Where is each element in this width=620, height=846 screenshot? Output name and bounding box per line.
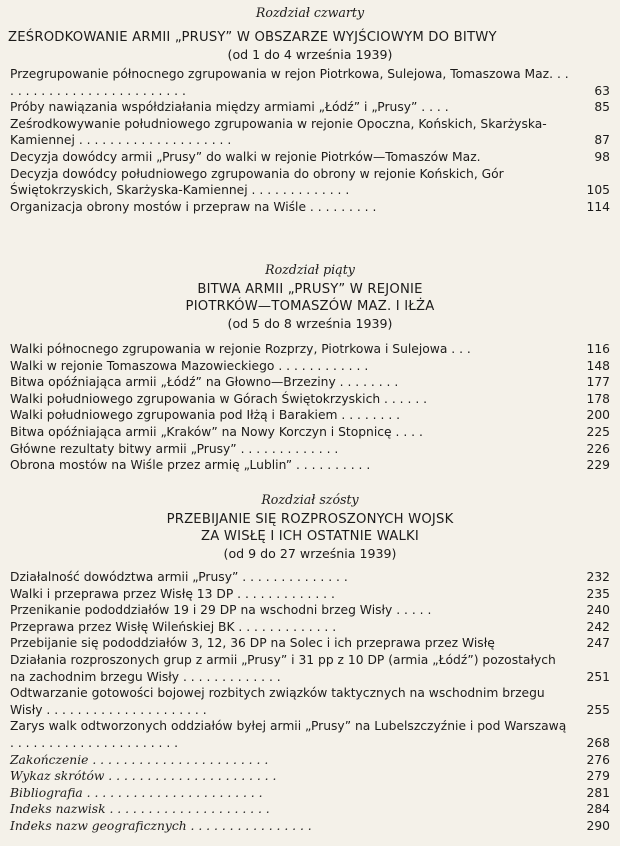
chapter-title: ZEŚRODKOWANIE ARMII „PRUSY” W OBSZARZE WYJŚCIOWYM DO BITWY	[8, 30, 497, 45]
page-number: 255	[578, 702, 610, 719]
chapter-title: BITWA ARMII „PRUSY” W REJONIE	[197, 282, 423, 297]
chapter-dates: (od 1 do 4 września 1939)	[227, 47, 393, 62]
page-number: 247	[578, 635, 610, 652]
page-number: 281	[578, 785, 610, 802]
page-number: 235	[578, 586, 610, 603]
toc-entry: Organizacja obrony mostów i przepraw na Wiśle . . . . . . . . . 114	[10, 199, 610, 214]
chapter-label: Rozdział czwarty	[255, 5, 365, 20]
chapter-label: Rozdział piąty	[265, 262, 355, 277]
toc-entry-back-matter: Bibliografia . . . . . . . . . . . . . . . . . . . . . . . 281	[10, 785, 610, 800]
toc-entry: Bitwa opóźniająca armii „Kraków” na Nowy Korczyn i Stopnicę . . . . 225	[10, 424, 610, 439]
page-number: 229	[578, 457, 610, 474]
chapter-6	[0, 492, 620, 835]
toc-entry: Walki południowego zgrupowania w Górach Świętokrzyskich . . . . . . 178	[10, 391, 610, 406]
page-number: 105	[578, 182, 610, 199]
toc-entry: Odtwarzanie gotowości bojowej rozbitych związków taktycznych na wschodnim brzegu Wisły . . . . . . . . . . . . . . . . . . . . . 255	[10, 686, 610, 717]
page-number: 63	[578, 83, 610, 100]
toc-entry: Przegrupowanie północnego zgrupowania w rejon Piotrkowa, Sulejowa, Tomaszowa Maz. . . . . . . . . . . . . . . . . . . . . . . . . . 63	[10, 67, 610, 98]
page-number: 114	[578, 199, 610, 216]
page-number: 116	[578, 341, 610, 358]
page-number: 284	[578, 801, 610, 818]
toc-entry-back-matter: Zakończenie . . . . . . . . . . . . . . . . . . . . . . . 276	[10, 752, 610, 767]
toc-entry: Bitwa opóźniająca armii „Łódź” na Głowno—Brzeziny . . . . . . . . 177	[10, 375, 610, 390]
toc-entry: Walki północnego zgrupowania w rejonie Rozprzy, Piotrkowa i Sulejowa . . . 116	[10, 342, 610, 356]
toc-entry: Działania rozproszonych grup z armii „Prusy” i 31 pp z 10 DP (armia „Łódź”) pozostałych na zachodnim brzegu Wisły . . . . . . . . . . . . . 251	[10, 652, 610, 684]
toc-entry: Walki w rejonie Tomaszowa Mazowieckiego . . . . . . . . . . . . 148	[10, 358, 610, 373]
page-number: 279	[578, 768, 610, 785]
page-number: 200	[578, 407, 610, 424]
toc-entry: Zarys walk odtworzonych oddziałów byłej armii „Prusy” na Lubelszczyźnie i pod Warszawą . . . . . . . . . . . . . . . . . . . . . . 268	[10, 719, 610, 750]
page-number: 290	[578, 818, 610, 835]
page-number: 178	[578, 391, 610, 408]
toc-entry: Decyzja dowódcy południowego zgrupowania do obrony w rejonie Końskich, Gór Świętokrzyskich, Skarżyska-Kamiennej . . . . . . . . . . . . . 105	[10, 166, 610, 198]
chapter-4	[0, 5, 620, 215]
page-number: 242	[578, 619, 610, 636]
chapter-dates: (od 5 do 8 września 1939)	[227, 316, 393, 331]
page-number: 268	[578, 735, 610, 752]
chapter-title-line-2: PIOTRKÓW—TOMASZÓW MAZ. I IŁŻA	[185, 299, 435, 314]
page-number: 225	[578, 424, 610, 441]
page-number: 98	[578, 149, 610, 166]
chapter-title: PRZEBIJANIE SIĘ ROZPROSZONYCH WOJSK	[166, 512, 454, 527]
page-number: 240	[578, 602, 610, 619]
toc-entry: Walki południowego zgrupowania pod Iłżą i Barakiem . . . . . . . . 200	[10, 408, 610, 423]
toc-entry-back-matter: Indeks nazwisk . . . . . . . . . . . . . . . . . . . . . 284	[10, 802, 610, 817]
chapter-5	[0, 262, 620, 474]
toc-entry: Główne rezultaty bitwy armii „Prusy” . . . . . . . . . . . . . 226	[10, 441, 610, 456]
chapter-dates: (od 9 do 27 września 1939)	[223, 546, 397, 561]
chapter-title-line-2: ZA WISŁĘ I ICH OSTATNIE WALKI	[201, 529, 419, 544]
page-number: 232	[578, 569, 610, 586]
toc-entry: Decyzja dowódcy armii „Prusy” do walki w rejonie Piotrków—Tomaszów Maz. 98	[10, 149, 610, 164]
page-number: 251	[578, 669, 610, 686]
page-number: 87	[578, 132, 610, 149]
page-number: 148	[578, 358, 610, 375]
toc-entry-back-matter: Wykaz skrótów . . . . . . . . . . . . . . . . . . . . . . 279	[10, 769, 610, 784]
chapter-label: Rozdział szósty	[261, 492, 359, 507]
toc-entry: Obrona mostów na Wiśle przez armię „Lublin” . . . . . . . . . . 229	[10, 458, 610, 473]
toc-entry: Ześrodkowywanie południowego zgrupowania w rejonie Opoczna, Końskich, Skarżyska-Kamiennej . . . . . . . . . . . . . . . . . . . . 87	[10, 116, 610, 148]
toc-entry: Przebijanie się pododdziałów 3, 12, 36 DP na Solec i ich przeprawa przez Wisłę 247	[10, 636, 610, 651]
toc-entry: Działalność dowództwa armii „Prusy” . . . . . . . . . . . . . . 232	[10, 570, 610, 584]
page-number: 177	[578, 374, 610, 391]
toc-entry: Próby nawiązania współdziałania między armiami „Łódź” i „Prusy” . . . . 85	[10, 100, 610, 115]
toc-entry: Przenikanie pododdziałów 19 i 29 DP na wschodni brzeg Wisły . . . . . 240	[10, 603, 610, 618]
toc-entry-back-matter: Indeks nazw geograficznych . . . . . . . . . . . . . . . . 290	[10, 818, 610, 833]
page-number: 226	[578, 441, 610, 458]
page-number: 85	[578, 99, 610, 116]
toc-entry: Walki i przeprawa przez Wisłę 13 DP . . . . . . . . . . . . . 235	[10, 586, 610, 601]
page-number: 276	[578, 752, 610, 769]
toc-entry: Przeprawa przez Wisłę Wileńskiej BK . . . . . . . . . . . . . 242	[10, 619, 610, 634]
